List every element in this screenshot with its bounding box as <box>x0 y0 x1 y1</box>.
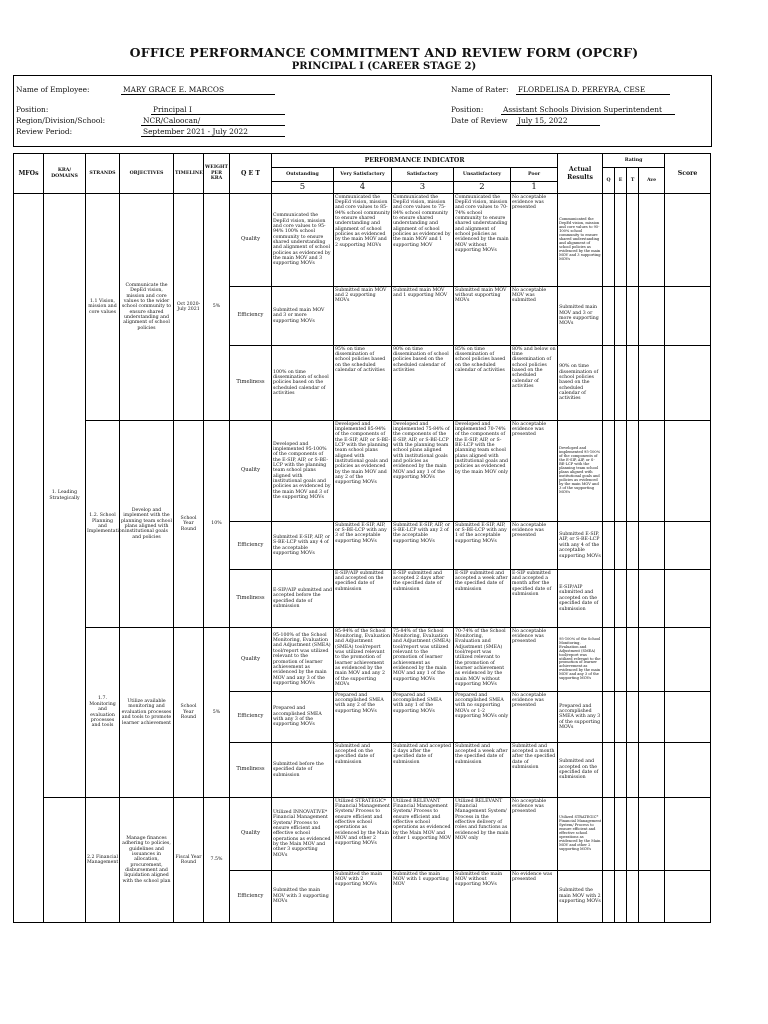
employee-value[interactable]: MARY GRACE E. MARCOS <box>121 85 275 95</box>
header-scale-5: 5 <box>272 182 334 194</box>
objective-cell: Utilize available monitoring and evaluation processes and tools to promote learner achievement <box>120 628 174 798</box>
rating-q-cell[interactable] <box>603 346 615 421</box>
rating-ave-cell[interactable] <box>639 194 665 287</box>
score-cell[interactable] <box>665 570 711 628</box>
table-row <box>14 194 711 287</box>
region-label: Region/Division/School: <box>16 116 106 125</box>
header-performance-indicator: PERFORMANCE INDICATOR <box>272 154 558 168</box>
rating-q-cell[interactable] <box>603 871 615 923</box>
qet-cell: Quality <box>230 798 272 871</box>
kra-cell: 1. Leading Strategically <box>44 194 86 798</box>
indicator-unsatisfactory: Submitted E-SIP, AIP, or S-BE-LCP with any 1 of the acceptable supporting MOVs <box>454 522 511 570</box>
rating-e-cell[interactable] <box>615 871 627 923</box>
employee-label: Name of Employee: <box>16 85 90 94</box>
score-cell[interactable] <box>665 287 711 346</box>
header-qet: Q E T <box>230 154 272 194</box>
header-weight: WEIGHT PER KRA <box>204 154 230 194</box>
qet-cell: Efficiency <box>230 692 272 743</box>
indicator-outstanding: Prepared and accomplished SMEA with any 3 of the supporting MOVs <box>272 692 334 743</box>
rating-e-cell[interactable] <box>615 798 627 871</box>
header-rating-ave: Ave <box>639 168 665 194</box>
indicator-poor: E-SIP submitted and accepted a month after the specified date of submission <box>511 570 558 628</box>
header-very-satisfactory: Very Satisfactory <box>334 168 392 182</box>
indicator-outstanding: Communicated the DepEd vision, mission and core values to 95-94% 100% school community to ensure shared understanding and alignment of school policies as evidenced by the main MOV and 3 supporting MOVs <box>272 194 334 287</box>
strand-cell: 2.2 Financial Management <box>86 798 120 923</box>
rating-t-cell[interactable] <box>627 287 639 346</box>
weight-cell: 7.5% <box>204 798 230 923</box>
header-kra: KRA/ DOMAINS <box>44 154 86 194</box>
indicator-outstanding: Utilized INNOVATIVE* Financial Management System/ Process to ensure efficient and effective school operations as evidenced by the Main MOV and other 3 supporting MOVs <box>272 798 334 871</box>
rating-q-cell[interactable] <box>603 570 615 628</box>
qet-cell: Quality <box>230 421 272 522</box>
actual-results-cell[interactable]: Utilized STRATEGIC* Financial Management System/ Process to ensure efficient and effective school operations as evidenced by the Main MOV and other 2 supporting MOVs <box>558 798 603 871</box>
header-score: Score <box>665 154 711 194</box>
actual-results-cell[interactable]: Submitted E-SIP, AIP, or S-BE-LCP with any 4 of the acceptable supporting MOVs <box>558 522 603 570</box>
indicator-unsatisfactory: Prepared and accomplished SMEA with no supporting MOVs or 1-2 supporting MOVs only <box>454 692 511 743</box>
rating-ave-cell[interactable] <box>639 570 665 628</box>
indicator-unsatisfactory: 70-74% of the School Monitoring, Evaluation and Adjustment (SMEA) tool/report was utilized relevant to the promotion of learner achievement as evidenced by the main MOV without supporting MOVs <box>454 628 511 692</box>
rating-q-cell[interactable] <box>603 628 615 692</box>
rating-t-cell[interactable] <box>627 871 639 923</box>
rating-e-cell[interactable] <box>615 346 627 421</box>
indicator-outstanding: Submitted the main MOV with 3 supporting MOVs <box>272 871 334 923</box>
indicator-unsatisfactory: Developed and implemented 70-74% of the components of the E-SIP, AIP, or S-BE-LCP with the planning team school plans aligned with institutional goals and policies as evidenced by the main MOV only <box>454 421 511 522</box>
strand-cell: 1.2. School Planning and Implementation <box>86 421 120 628</box>
form-title: OFFICE PERFORMANCE COMMITMENT AND REVIEW FORM (OPCRF) <box>129 45 639 60</box>
header-scale-2: 2 <box>454 182 511 194</box>
rating-q-cell[interactable] <box>603 743 615 798</box>
score-cell[interactable] <box>665 194 711 287</box>
indicator-poor: No acceptable evidence was presented <box>511 522 558 570</box>
rating-t-cell[interactable] <box>627 570 639 628</box>
rating-t-cell[interactable] <box>627 743 639 798</box>
indicator-poor: No acceptable MOV was submitted <box>511 287 558 346</box>
rating-t-cell[interactable] <box>627 421 639 522</box>
kra-cell-empty <box>44 798 86 923</box>
weight-cell: 5% <box>204 194 230 421</box>
indicator-poor: No acceptable evidence was presented <box>511 798 558 871</box>
rater-value[interactable]: FLORDELISA D. PEREYRA, CESE <box>516 85 670 95</box>
indicator-outstanding: Submitted main MOV and 3 or more supporting MOVs <box>272 287 334 346</box>
indicator-poor: No acceptable evidence was presented <box>511 194 558 287</box>
score-cell[interactable] <box>665 522 711 570</box>
actual-results-cell[interactable]: Submitted the main MOV with 2 supporting MOVs <box>558 871 603 923</box>
rating-ave-cell[interactable] <box>639 287 665 346</box>
header-rating: Rating <box>603 154 665 168</box>
indicator-satisfactory: Communicated the DepEd vision, mission and core values to 75-84% school community to ensure shared understanding and alignment of school policies as evidenced by the main MOV and 1 supporting MOV <box>392 194 454 287</box>
indicator-satisfactory: Submitted main MOV and 1 supporting MOV <box>392 287 454 346</box>
rating-e-cell[interactable] <box>615 628 627 692</box>
timeline-cell: Oct 2020- July 2021 <box>174 194 204 421</box>
indicator-poor: No evidence was presented <box>511 871 558 923</box>
indicator-very-satisfactory: Submitted and accepted on the specified date of submission <box>334 743 392 798</box>
rating-ave-cell[interactable] <box>639 692 665 743</box>
score-cell[interactable] <box>665 628 711 692</box>
indicator-very-satisfactory: 95% on time dissemination of school policies based on the scheduled calendar of activities <box>334 346 392 421</box>
qet-cell: Timeliness <box>230 346 272 421</box>
objective-cell: Manage finances adhering to policies, guidelines and issuances in allocation, procurement, disbursement and liquidation aligned with the school plan <box>120 798 174 923</box>
rating-ave-cell[interactable] <box>639 522 665 570</box>
header-actual-results: Actual Results <box>558 154 603 194</box>
indicator-poor: No acceptable evidence was presented <box>511 628 558 692</box>
header-rating-q: Q <box>603 168 615 194</box>
actual-results-cell[interactable]: Submitted and accepted on the specified date of submission <box>558 743 603 798</box>
rating-ave-cell[interactable] <box>639 628 665 692</box>
indicator-outstanding: 95-100% of the School Monitoring, Evaluation and Adjustment (SMEA) tool/report was utilized relevant to the promotion of learner achievement as evidenced by the main MOV and any 3 of the supporting MOVs <box>272 628 334 692</box>
score-cell[interactable] <box>665 743 711 798</box>
indicator-unsatisfactory: E-SIP submitted and accepted a week after the specified date of submission <box>454 570 511 628</box>
timeline-cell: School Year Round <box>174 421 204 628</box>
indicator-satisfactory: Submitted the main MOV with 1 supporting MOV <box>392 871 454 923</box>
position-label: Position: <box>16 105 49 114</box>
indicator-outstanding: Submitted E-SIP, AIP, or S-BE-LCP with any 4 of the acceptable supporting MOVs <box>272 522 334 570</box>
qet-cell: Efficiency <box>230 522 272 570</box>
indicator-outstanding: 100% on time dissemination of school policies based on the scheduled calendar of activities <box>272 346 334 421</box>
indicator-satisfactory: Submitted and accepted 2 days after the specified date of submission <box>392 743 454 798</box>
indicator-very-satisfactory: Submitted main MOV and 2 supporting MOVs <box>334 287 392 346</box>
indicator-satisfactory: Prepared and accomplished SMEA with any 1 of the supporting MOVs <box>392 692 454 743</box>
indicator-very-satisfactory: E-SIP/AIP submitted and accepted on the specified date of submission <box>334 570 392 628</box>
score-cell[interactable] <box>665 346 711 421</box>
indicator-satisfactory: Submitted E-SIP, AIP, or S-BE-LCP with any 2 of the acceptable supporting MOVs <box>392 522 454 570</box>
indicator-unsatisfactory: Communicated the DepEd vision, mission and core values to 70-74% school community to ensure shared understanding and alignment of school policies as evidenced by the main MOV without supporting MOVs <box>454 194 511 287</box>
timeline-cell: Fiscal Year Round <box>174 798 204 923</box>
indicator-poor: No acceptable evidence was presented <box>511 421 558 522</box>
indicator-unsatisfactory: 85% on time dissemination of school policies based on the scheduled calendar of activities <box>454 346 511 421</box>
indicator-poor: 80% and below on time dissemination of school policies based on the scheduled calendar of activities <box>511 346 558 421</box>
table-row <box>14 798 711 871</box>
form-subtitle: PRINCIPAL I (CAREER STAGE 2) <box>291 61 477 72</box>
indicator-very-satisfactory: Submitted the main MOV with 2 supporting MOVs <box>334 871 392 923</box>
rating-ave-cell[interactable] <box>639 798 665 871</box>
indicator-outstanding: E-SIP/AIP submitted and accepted before the specified date of submission <box>272 570 334 628</box>
header-scale-4: 4 <box>334 182 392 194</box>
header-poor: Poor <box>511 168 558 182</box>
score-cell[interactable] <box>665 871 711 923</box>
actual-results-cell[interactable]: E-SIP/AIP submitted and accepted on the specified date of submission <box>558 570 603 628</box>
timeline-cell: School Year Round <box>174 628 204 798</box>
weight-cell: 10% <box>204 421 230 628</box>
header-scale-3: 3 <box>392 182 454 194</box>
rating-q-cell[interactable] <box>603 421 615 522</box>
actual-results-cell[interactable]: Developed and implemented 95-100% of the components of the E-SIP, AIP, or S-BE-LCP with the planning team school plans aligned with institutional goals and policies as evidenced by the main MOV and 3 of the supporting MOVs <box>558 421 603 522</box>
indicator-poor: Submitted and accepted a month after the specified date of submission <box>511 743 558 798</box>
rating-q-cell[interactable] <box>603 287 615 346</box>
indicator-poor: No acceptable evidence was presented <box>511 692 558 743</box>
rating-e-cell[interactable] <box>615 692 627 743</box>
header-satisfactory: Satisfactory <box>392 168 454 182</box>
indicator-very-satisfactory: Developed and implemented 85-94% of the components of the E-SIP, AIP, or S-BE-LCP with the planning team school plans aligned with institutional goals and policies as evidenced by the main MOV and any 2 of the supporting MOVs <box>334 421 392 522</box>
qet-cell: Quality <box>230 628 272 692</box>
weight-cell: 5% <box>204 628 230 798</box>
indicator-very-satisfactory: Prepared and accomplished SMEA with any 2 of the supporting MOVs <box>334 692 392 743</box>
header-timeline: TIMELINE <box>174 154 204 194</box>
score-cell[interactable] <box>665 798 711 871</box>
qet-cell: Timeliness <box>230 570 272 628</box>
objective-cell: Communicate the DepEd vision, mission and core values to the wider school community to ensure shared understanding and alignment of school policies <box>120 194 174 421</box>
qet-cell: Quality <box>230 194 272 287</box>
header-strands: STRANDS <box>86 154 120 194</box>
indicator-satisfactory: Utilized RELEVANT Financial Management System/ Process to ensure efficient and effective school operations as evidenced by the Main MOV and other 1 supporting MOV <box>392 798 454 871</box>
review-date-value[interactable]: July 15, 2022 <box>516 116 600 126</box>
position-value[interactable]: Principal I <box>151 105 285 115</box>
indicator-outstanding: Submitted before the specified date of submission <box>272 743 334 798</box>
strand-cell: 1.1 Vision, mission and core values <box>86 194 120 421</box>
opcrf-table <box>13 153 711 923</box>
strand-cell: 1.7. Monitoring and evaluation processes and tools <box>86 628 120 798</box>
actual-results-cell[interactable]: 95-100% of the School Monitoring, Evaluation and Adjustment (SMEA) tool/report was utilized relevant to the promotion of learner achievement as evidenced by the main MOV and any 3 of the supporting MOVs <box>558 628 603 692</box>
rating-q-cell[interactable] <box>603 692 615 743</box>
actual-results-cell[interactable]: 90% on time dissemination of school policies based on the scheduled calendar of activities <box>558 346 603 421</box>
header-rating-t: T <box>627 168 639 194</box>
header-rating-e: E <box>615 168 627 194</box>
qet-cell: Efficiency <box>230 871 272 923</box>
rating-e-cell[interactable] <box>615 743 627 798</box>
indicator-satisfactory: Developed and implemented 75-84% of the components of the E-SIP, AIP, or S-BE-LCP with the planning team school plans aligned with institutional goals and policies as evidenced by the main MOV and any 1 of the supporting MOVs <box>392 421 454 522</box>
rating-q-cell[interactable] <box>603 522 615 570</box>
rater-position-value[interactable]: Assistant Schools Division Superintendent <box>501 105 675 115</box>
rating-e-cell[interactable] <box>615 287 627 346</box>
rating-e-cell[interactable] <box>615 570 627 628</box>
rating-ave-cell[interactable] <box>639 346 665 421</box>
header-mfos: MFOs <box>14 154 44 194</box>
table-row <box>14 421 711 522</box>
review-period-value[interactable]: September 2021 - July 2022 <box>141 127 285 137</box>
score-cell[interactable] <box>665 421 711 522</box>
actual-results-cell[interactable]: Communicated the DepEd vision, mission and core values to 95-100% school community to ensure shared understanding and alignment of school policies as evidenced by the main MOV and 3 supporting MOVs <box>558 194 603 287</box>
rating-ave-cell[interactable] <box>639 421 665 522</box>
review-period-label: Review Period: <box>16 127 73 136</box>
indicator-very-satisfactory: 85-94% of the School Monitoring, Evaluation and Adjustment (SMEA) tool/report was utilized relevant to the promotion of learner achievement as evidenced by the main MOV and any 2 of the supporting MOVs <box>334 628 392 692</box>
header-unsatisfactory: Unsatisfactory <box>454 168 511 182</box>
indicator-satisfactory: 75-84% of the School Monitoring, Evaluation and Adjustment (SMEA) tool/report was utilized relevant to the promotion of learner achievement as evidenced by the main MOV and any 1 of the supporting MOVs <box>392 628 454 692</box>
rater-position-label: Position: <box>451 105 484 114</box>
rating-q-cell[interactable] <box>603 194 615 287</box>
review-date-label: Date of Review <box>451 116 508 125</box>
rating-t-cell[interactable] <box>627 798 639 871</box>
rating-t-cell[interactable] <box>627 522 639 570</box>
rating-ave-cell[interactable] <box>639 743 665 798</box>
rater-label: Name of Rater: <box>451 85 509 94</box>
employee-info-box <box>13 75 712 147</box>
actual-results-cell[interactable]: Prepared and accomplished SMEA with any 3 of the supporting MOVs <box>558 692 603 743</box>
objective-cell: Develop and implement with the planning team school plans aligned with institutional goals and policies <box>120 421 174 628</box>
indicator-satisfactory: E-SIP submitted and accepted 2 days after the specified date of submission <box>392 570 454 628</box>
indicator-unsatisfactory: Submitted main MOV without supporting MOVs <box>454 287 511 346</box>
rating-t-cell[interactable] <box>627 346 639 421</box>
header-scale-1: 1 <box>511 182 558 194</box>
qet-cell: Timeliness <box>230 743 272 798</box>
indicator-outstanding: Developed and implemented 95-100% of the components of the E-SIP, AIP, or S-BE-LCP with the planning team school plans aligned with institutional goals and policies as evidenced by the main MOV and 3 of the supporting MOVs <box>272 421 334 522</box>
indicator-very-satisfactory: Submitted E-SIP, AIP, or S-BE-LCP with any 3 of the acceptable supporting MOVs <box>334 522 392 570</box>
rating-t-cell[interactable] <box>627 194 639 287</box>
actual-results-cell[interactable]: Submitted main MOV and 3 or more supporting MOVs <box>558 287 603 346</box>
indicator-very-satisfactory: Utilized STRATEGIC* Financial Management System/ Process to ensure efficient and effective school operations as evidenced by the Main MOV and other 2 supporting MOVs <box>334 798 392 871</box>
qet-cell: Efficiency <box>230 287 272 346</box>
indicator-unsatisfactory: Utilized RELEVANT Financial Management System/ Process in the effective delivery of roles and functions as evidenced by the main MOV only <box>454 798 511 871</box>
rating-e-cell[interactable] <box>615 522 627 570</box>
indicator-satisfactory: 90% on time dissemination of school policies based on the scheduled calendar of activities <box>392 346 454 421</box>
rating-q-cell[interactable] <box>603 798 615 871</box>
mfo-cell <box>14 194 44 923</box>
indicator-unsatisfactory: Submitted and accepted a week after the specified date of submission <box>454 743 511 798</box>
rating-t-cell[interactable] <box>627 628 639 692</box>
rating-t-cell[interactable] <box>627 692 639 743</box>
rating-e-cell[interactable] <box>615 194 627 287</box>
table-row <box>14 628 711 692</box>
rating-ave-cell[interactable] <box>639 871 665 923</box>
score-cell[interactable] <box>665 692 711 743</box>
header-outstanding: Outstanding <box>272 168 334 182</box>
rating-e-cell[interactable] <box>615 421 627 522</box>
indicator-unsatisfactory: Submitted the main MOV without supporting MOVs <box>454 871 511 923</box>
header-objectives: OBJECTIVES <box>120 154 174 194</box>
indicator-very-satisfactory: Communicated the DepEd vision, mission and core values to 85-94% school community to ensure shared understanding and alignment of school policies as evidenced by the main MOV and 2 supporting MOVs <box>334 194 392 287</box>
region-value[interactable]: NCR/Caloocan/ <box>141 116 285 126</box>
